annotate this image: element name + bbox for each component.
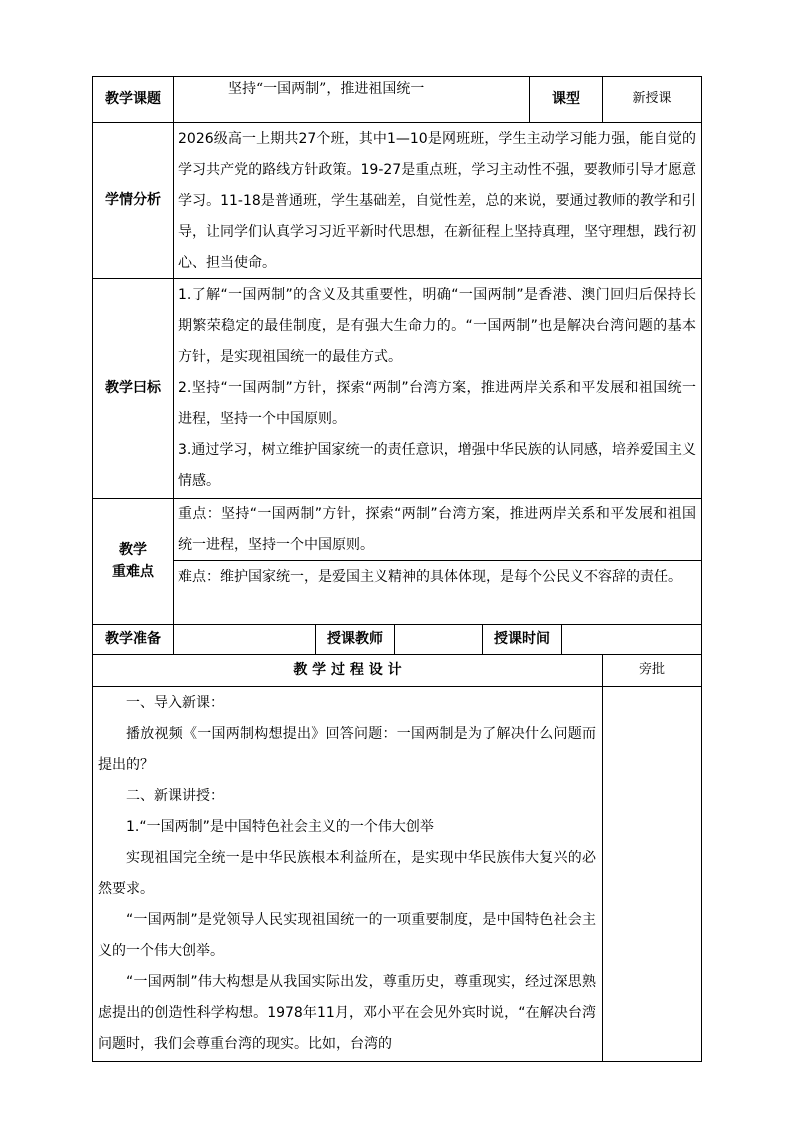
difficulty-text: 难点：维护国家统一，是爱国主义精神的具体体现，是每个公民义不容辞的责任。 xyxy=(178,569,682,585)
process-paragraph: “一国两制”伟大构想是从我国实际出发，尊重历史，尊重现实，经过深思熟虑提出的创造性科学构想。1978年11月，邓小平在会见外宾时说，“在解决台湾问题时，我们会尊重台湾的现实。比如，台湾的 xyxy=(98,974,596,1052)
topic-label: 教学课题 xyxy=(105,91,161,107)
row-divider-5 xyxy=(92,654,702,655)
process-paragraph: “一国两制”是党领导人民实现祖国统一的一项重要制度，是中国特色社会主义的一个伟大创举。 xyxy=(98,912,596,959)
row-divider-6 xyxy=(92,686,702,687)
process-paragraph: 实现祖国完全统一是中华民族根本利益所在，是实现中华民族伟大复兴的必然要求。 xyxy=(98,850,596,897)
table-border-right xyxy=(701,76,702,1062)
prep-divider-d xyxy=(561,624,562,654)
objectives-label: 教学曰标 xyxy=(105,380,161,396)
process-paragraph: 播放视频《一国两制构想提出》回答问题：一国两制是为了解决什么问题而提出的？ xyxy=(98,726,596,773)
row-divider-4 xyxy=(92,624,702,625)
side-note-label: 旁批 xyxy=(638,662,665,677)
topic-value: 坚持“一国两制”，推进祖国统一 xyxy=(228,81,425,97)
process-paragraph: 一、导入新课： xyxy=(126,695,224,711)
type-value: 新授课 xyxy=(632,91,672,106)
table-border-bottom xyxy=(92,1061,702,1062)
time-label: 授课时间 xyxy=(494,631,550,647)
teacher-label: 授课教师 xyxy=(327,631,383,647)
table-border-top xyxy=(92,76,702,77)
process-title: 教 学 过 程 设 计 xyxy=(293,662,402,678)
prep-divider-b xyxy=(394,624,395,654)
key-points-label-line1: 教学 xyxy=(119,542,147,558)
side-column-divider xyxy=(602,654,603,1062)
process-paragraph: 二、新课讲授： xyxy=(126,788,224,804)
key-point-text: 重点：坚持“一国两制”方针，探索“两制”台湾方案，推进两岸关系和平发展和祖国统一进程，坚持一个中国原则。 xyxy=(178,506,696,553)
objective-item-2: 2.坚持“一国两制”方针，探索“两制”台湾方案，推进两岸关系和平发展和祖国统一进程，坚持一个中国原则。 xyxy=(178,380,696,427)
objectives-list xyxy=(178,280,696,497)
process-body xyxy=(98,688,596,1060)
process-paragraph: 1.“一国两制”是中国特色社会主义的一个伟大创举 xyxy=(126,819,434,835)
objective-item-3: 3.通过学习，树立维护国家统一的责任意识，增强中华民族的认同感，培养爱国主义情感。 xyxy=(178,442,696,489)
key-points-label-line2: 重难点 xyxy=(112,564,154,580)
prep-label: 教学准备 xyxy=(105,631,161,647)
label-column-divider xyxy=(173,76,174,654)
type-label: 课型 xyxy=(552,91,580,107)
learning-analysis-label: 学情分析 xyxy=(105,192,161,208)
learning-analysis-text: 2026级高一上期共27个班，其中1—10是网班班，学生主动学习能力强，能自觉的学习共产党的路线方针政策。19-27是重点班，学习主动性不强，要教师引导才愿意学习。11-18是普通班，学生基础差，自觉性差，总的来说，要通过教师的教学和引导，让同学们认真学习习近平新时代思想，在新征程上坚持真理，坚守理想，践行初心、担当使命。 xyxy=(178,131,696,271)
row-divider-1 xyxy=(92,122,702,123)
objective-item-1: 1.了解“一国两制”的含义及其重要性，明确“一国两制”是香港、澳门回归后保持长期繁荣稳定的最佳制度，是有强大生命力的。“一国两制”也是解决台湾问题的基本方针，是实现祖国统一的最佳方式。 xyxy=(178,287,696,365)
